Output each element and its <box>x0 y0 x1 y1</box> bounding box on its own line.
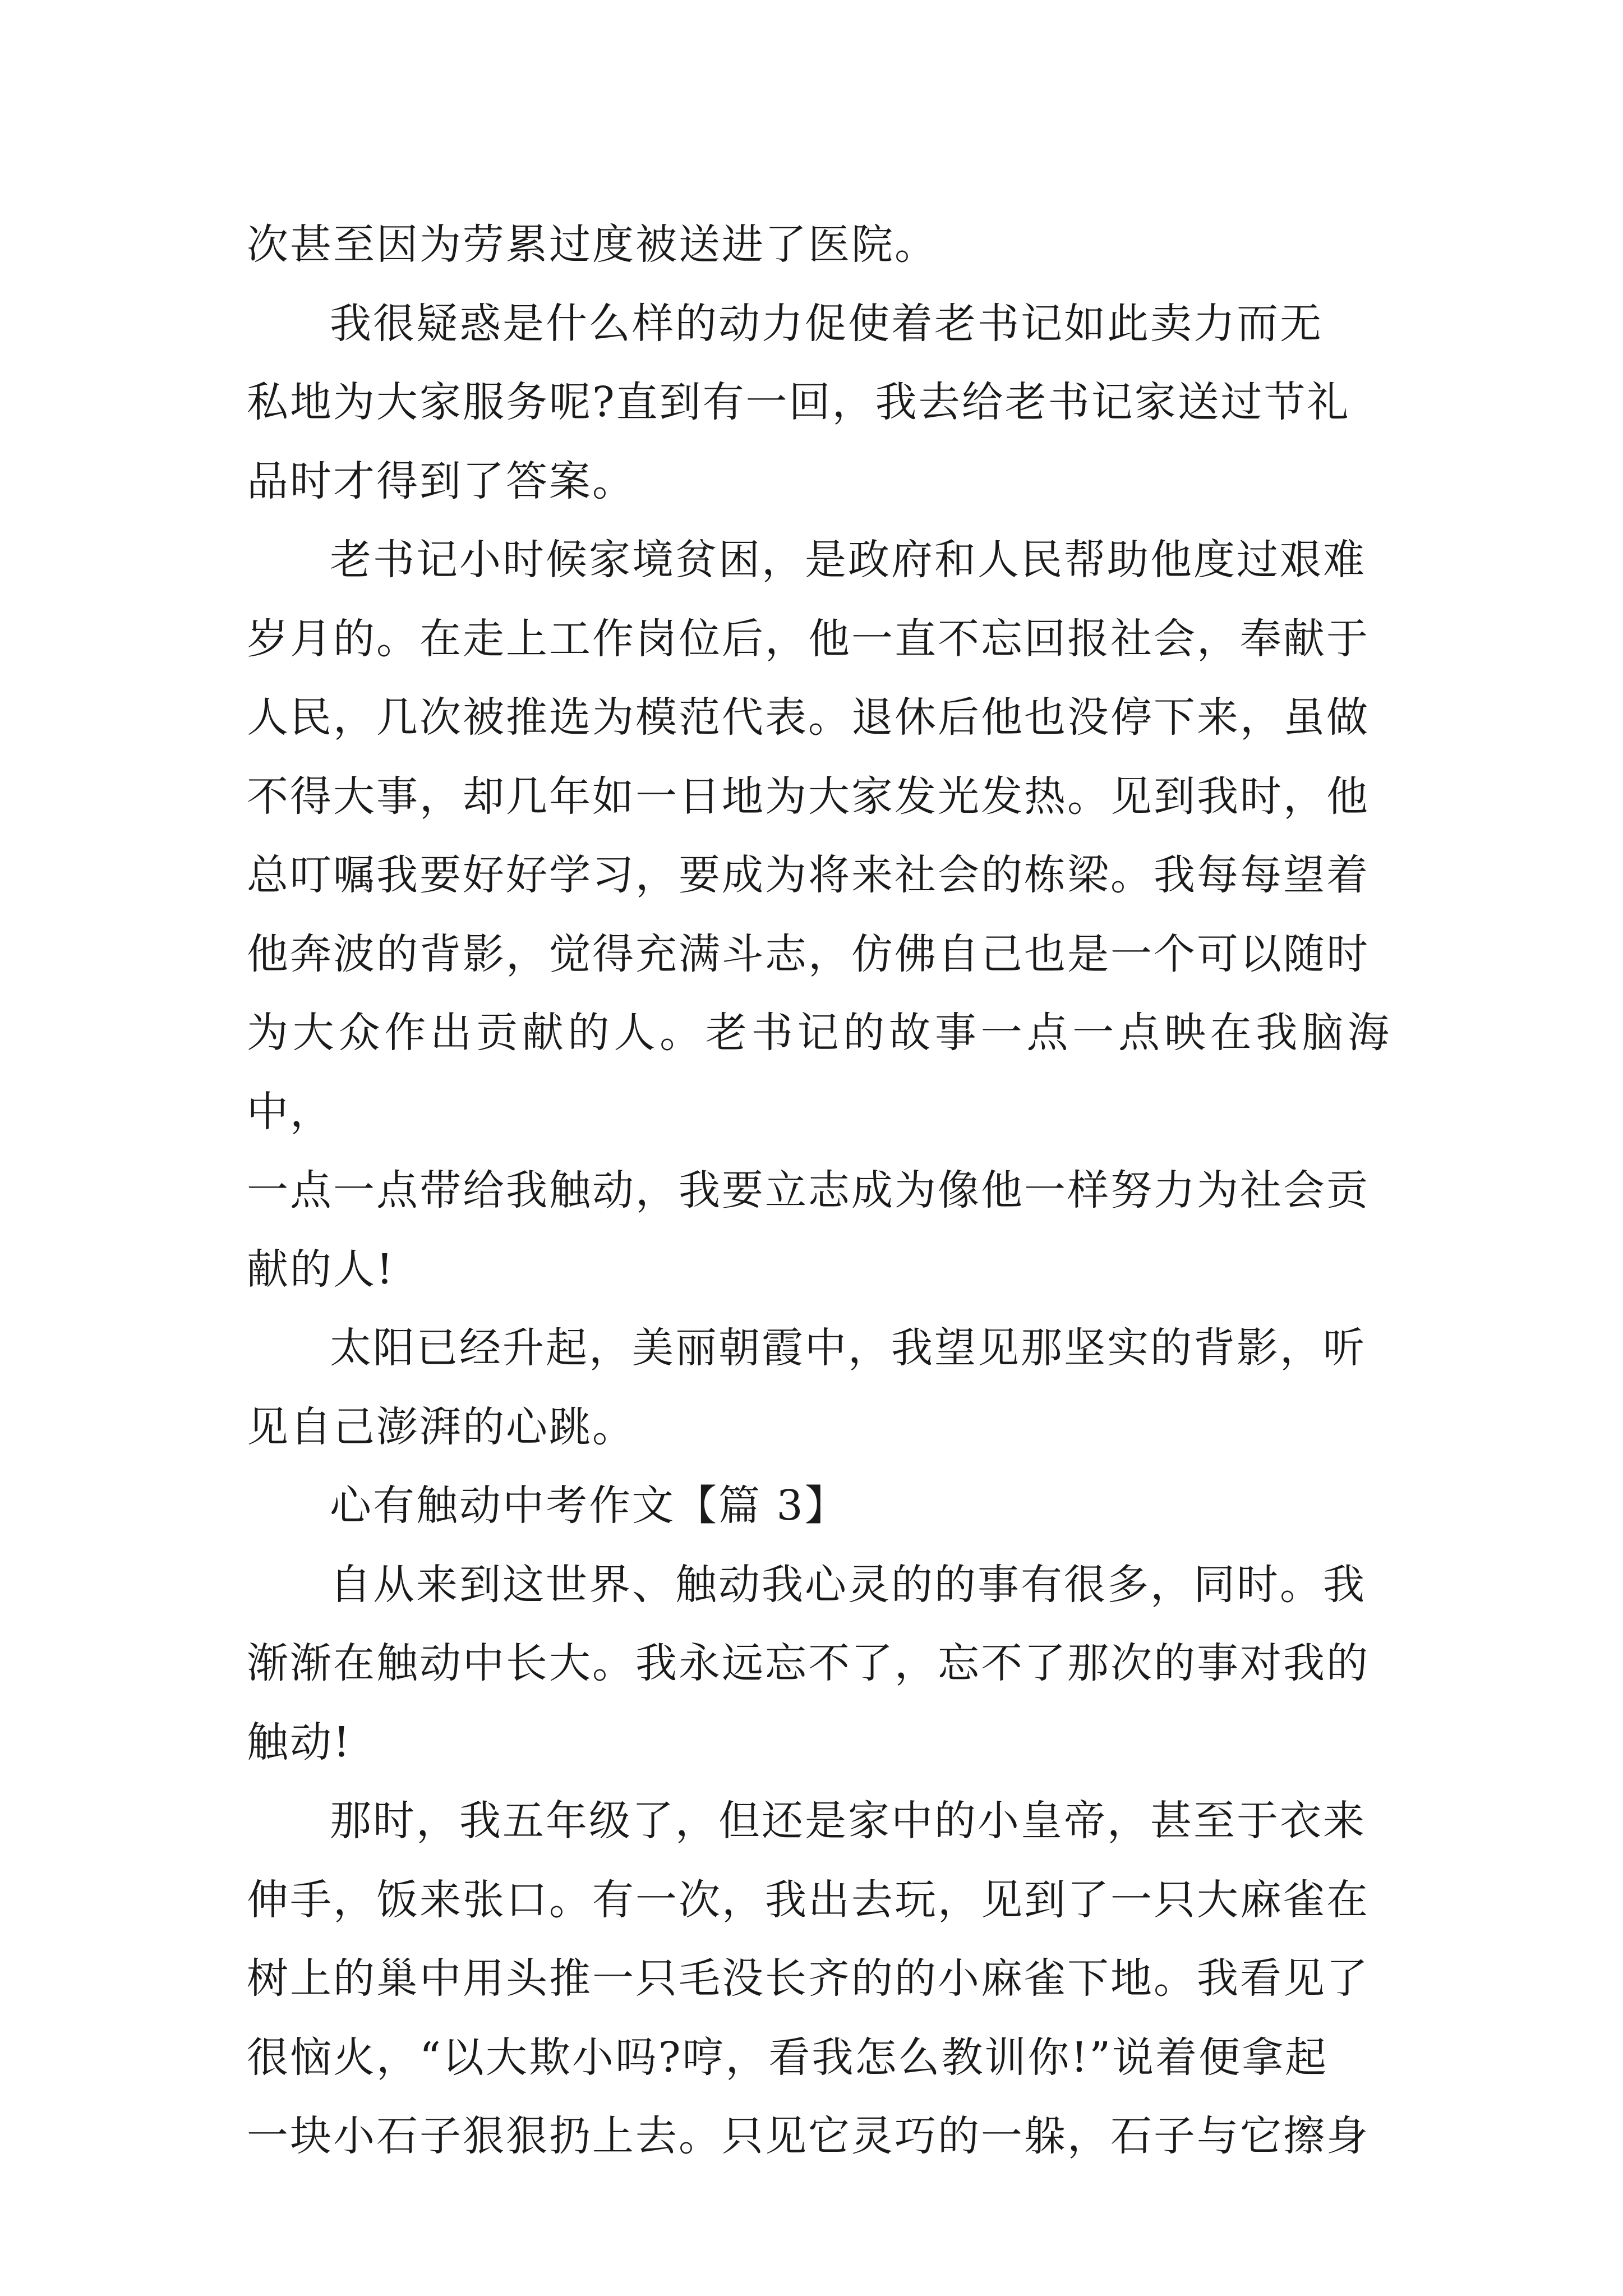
paragraph-4: 太阳已经升起，美丽朝霞中，我望见那坚实的背影，听 见自己澎湃的心跳。 <box>247 1324 1366 1451</box>
paragraph-3: 老书记小时候家境贫困，是政府和人民帮助他度过艰难 岁月的。在走上工作岗位后，他一直不忘回报社会，奉献于 人民，几次被推选为模范代表。退休后他也没停下来，虽做 不得大事，却几年如一日地为大家发光发热。见到我时，他 总叮嘱我要好好学习，要成为将来社会的栋梁。我每每望着 他奔波的背影，觉得充满斗志，仿佛自己也是一个可以随时 为大众作出贡献的人。老书记的故事一点一点映在我脑海中， 一点一点带给我触动，我要立志成为像他一样努力为社会贡 献的人! <box>247 536 1391 1294</box>
paragraph-5: 自从来到这世界、触动我心灵的的事有很多，同时。我 渐渐在触动中长大。我永远忘不了，忘不了那次的事对我的 触动! <box>247 1560 1370 1766</box>
section-heading: 心有触动中考作文【篇 3】 <box>330 1481 848 1530</box>
paragraph-1: 次甚至因为劳累过度被送进了医院。 <box>247 220 938 269</box>
paragraph-6: 那时，我五年级了，但还是家中的小皇帝，甚至于衣来 伸手，饭来张口。有一次，我出去玩，见到了一只大麻雀在 树上的巢中用头推一只毛没长齐的的小麻雀下地。我看见了 很恼火，“以大欺小吗?哼，看我怎么教训你!”说着便拿起 一块小石子狠狠扔上去。只见它灵巧的一躲，石子与它擦身 <box>247 1797 1370 2160</box>
document-body <box>247 205 1391 2176</box>
paragraph-2: 我很疑惑是什么样的动力促使着老书记如此卖力而无 私地为大家服务呢?直到有一回，我去给老书记家送过节礼 品时才得到了答案。 <box>247 299 1350 505</box>
